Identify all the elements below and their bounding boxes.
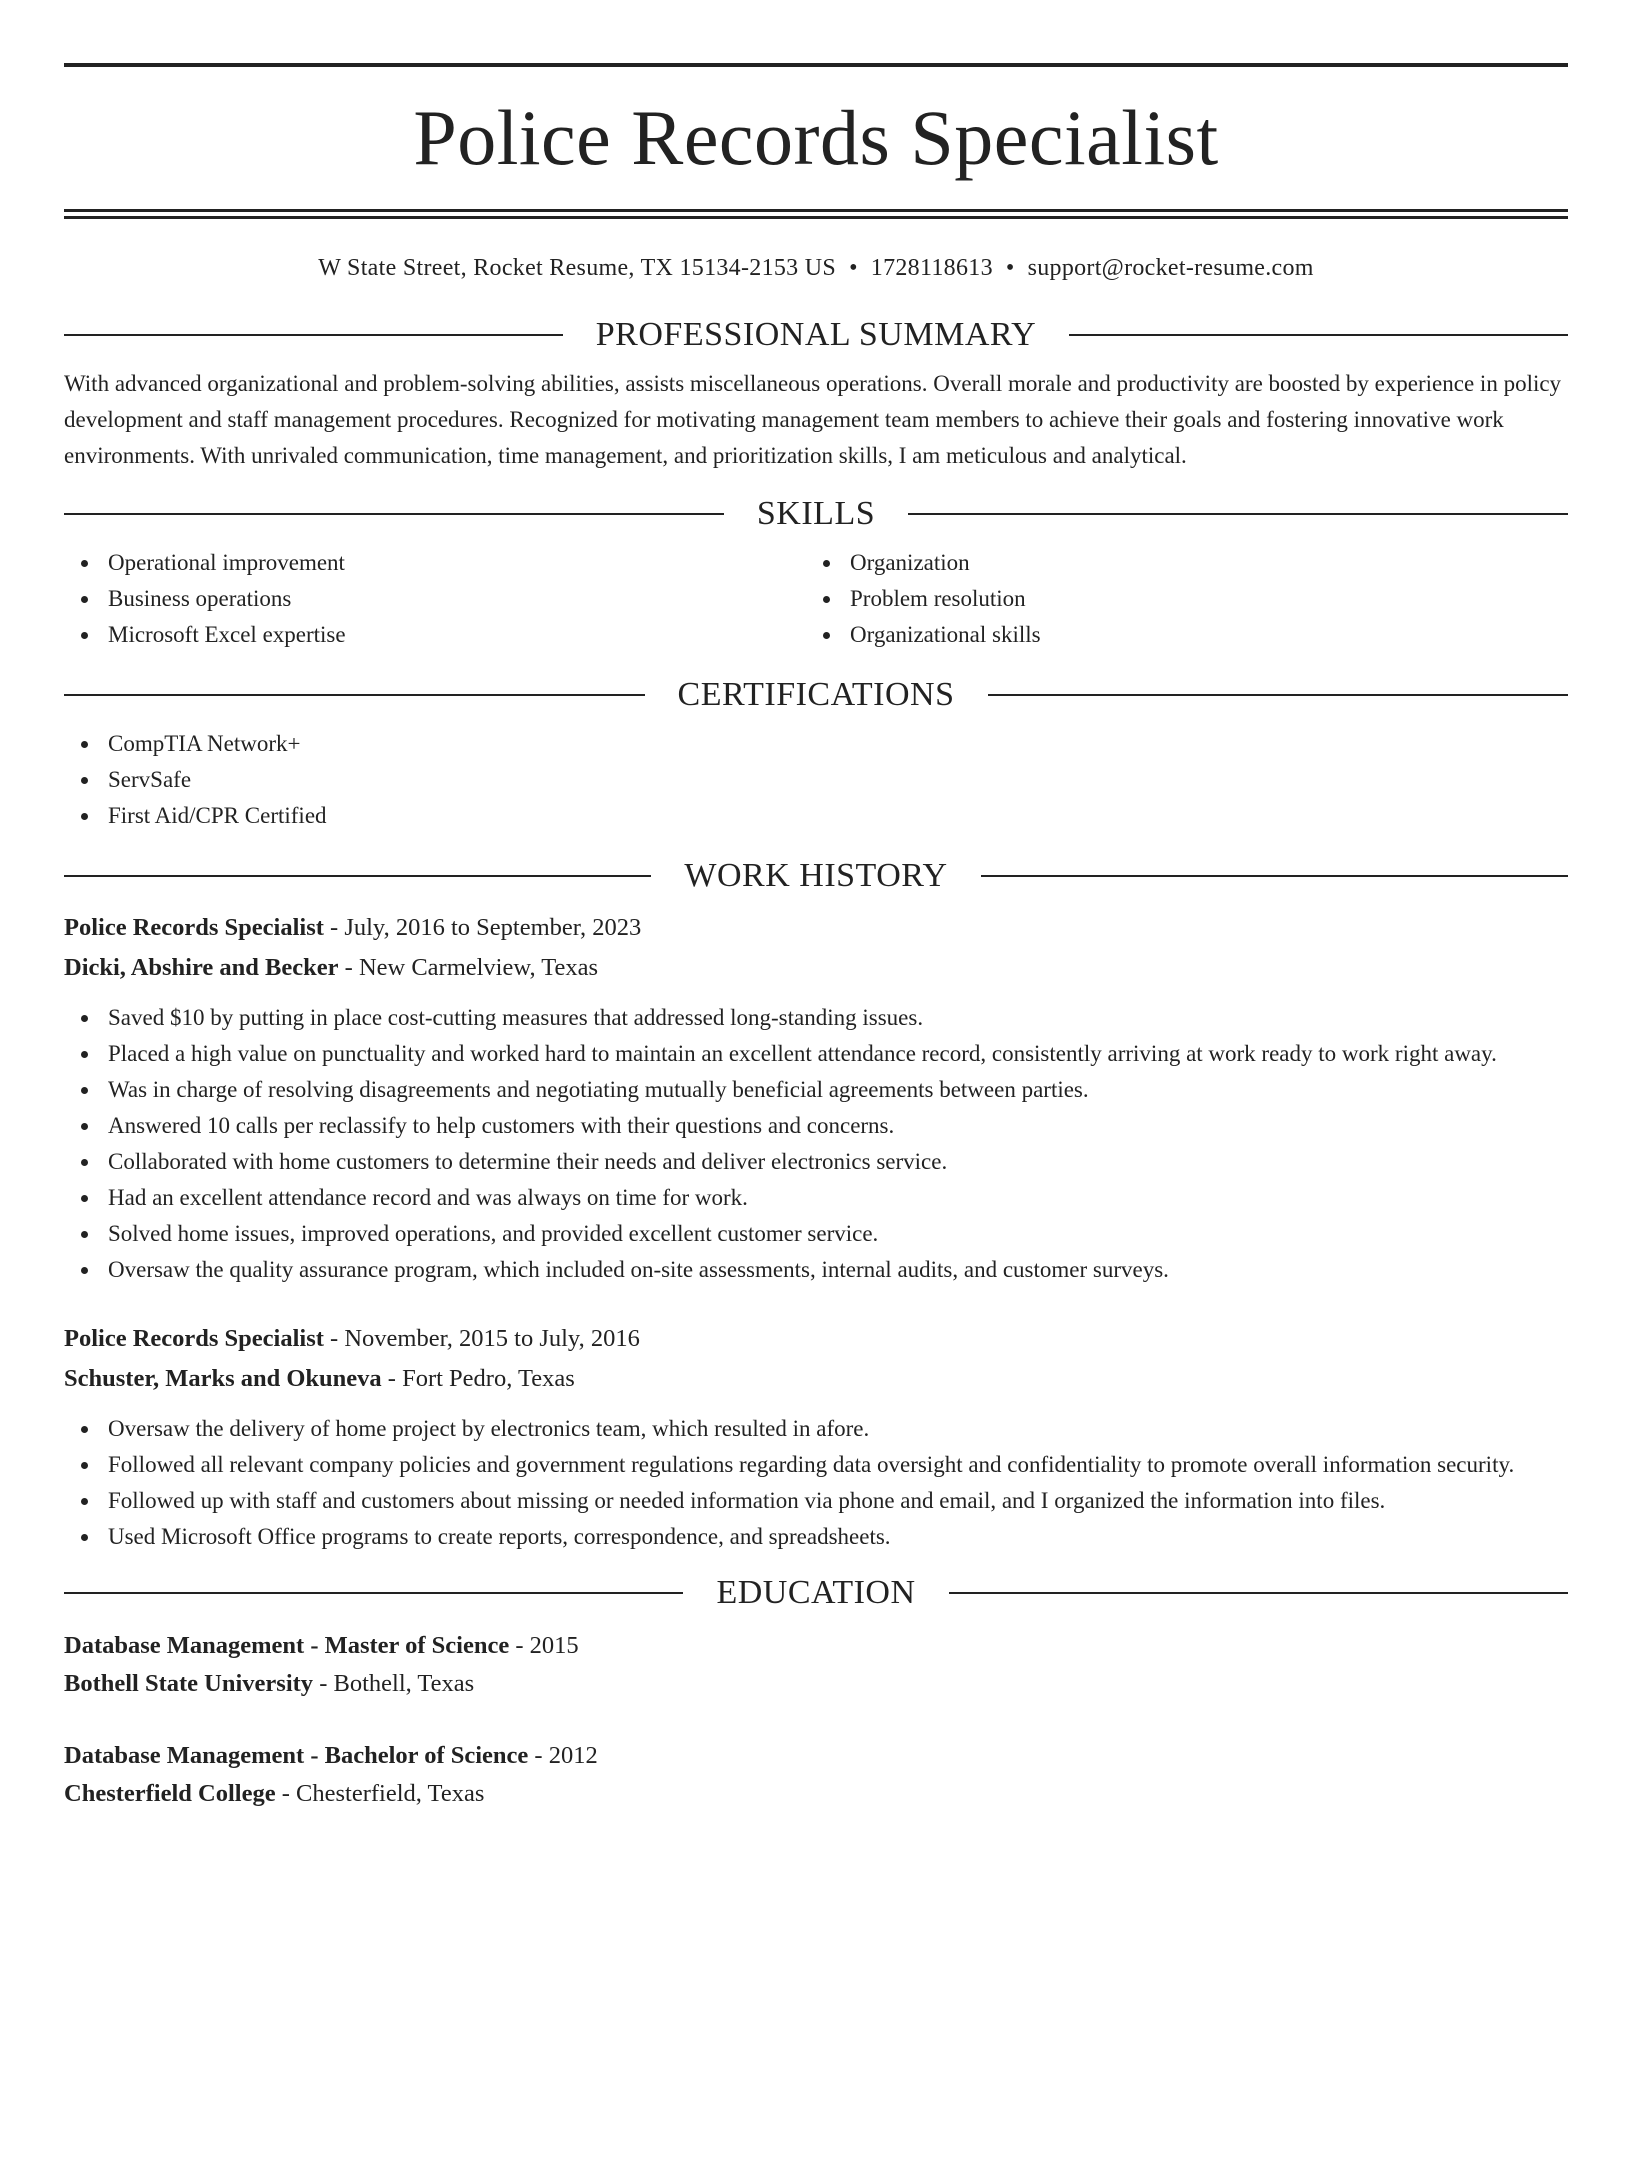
education-year: 2012 <box>548 1742 598 1769</box>
section-rule <box>988 694 1569 696</box>
job-dates: November, 2015 to July, 2016 <box>344 1325 640 1352</box>
job-company-line <box>64 948 1568 988</box>
job-bullet: Answered 10 calls per reclassify to help customers with their questions and concerns. <box>108 1108 1568 1144</box>
education-school-line <box>64 1775 1568 1813</box>
job-dates: July, 2016 to September, 2023 <box>344 914 642 941</box>
dash: - <box>338 954 359 981</box>
certifications-list <box>64 726 1568 834</box>
job-role: Police Records Specialist <box>64 1325 324 1352</box>
section-title: PROFESSIONAL SUMMARY <box>595 316 1037 353</box>
section-rule <box>981 875 1568 877</box>
dash: - <box>313 1670 334 1697</box>
job-role: Police Records Specialist <box>64 914 324 941</box>
job-bullet: Used Microsoft Office programs to create reports, correspondence, and spreadsheets. <box>108 1519 1568 1555</box>
education-school: Bothell State University <box>64 1670 314 1697</box>
section-header-work-history <box>64 856 1568 896</box>
education-location: Chesterfield, Texas <box>296 1780 485 1807</box>
section-rule <box>64 1592 683 1594</box>
contact-line <box>64 253 1568 283</box>
dash: - <box>381 1365 403 1392</box>
skill-item: Microsoft Excel expertise <box>108 617 806 653</box>
certification-item: CompTIA Network+ <box>108 726 1568 762</box>
job-bullet: Followed up with staff and customers about missing or needed information via phone and email, and I organized the information into files. <box>108 1483 1568 1519</box>
skill-item: Operational improvement <box>108 545 806 581</box>
job-bullet: Collaborated with home customers to determine their needs and deliver electronics service. <box>108 1144 1568 1180</box>
section-rule <box>1069 334 1568 336</box>
section-header-skills <box>64 494 1568 534</box>
section-title: WORK HISTORY <box>684 857 948 894</box>
summary-text: With advanced organizational and problem-solving abilities, assists miscellaneous operations. Overall morale and productivity are boosted by experience in policy development and staff management procedures. Recognized for motivating management team members to achieve their goals and fostering innovative work environments. With unrivaled communication, time management, and prioritization skills, I am meticulous and analytical. <box>64 371 1562 468</box>
section-rule <box>64 875 651 877</box>
section-header-education <box>64 1573 1568 1613</box>
job-bullet: Oversaw the delivery of home project by electronics team, which resulted in afore. <box>108 1411 1568 1447</box>
section-rule <box>908 513 1568 515</box>
job-entry <box>64 908 1568 1288</box>
education-degree: Database Management - Master of Science <box>64 1632 510 1659</box>
section-rule <box>949 1592 1568 1594</box>
contact-separator: • <box>1005 255 1015 281</box>
contact-phone: 1728118613 <box>870 255 993 281</box>
education-school-line <box>64 1665 1568 1703</box>
education-location: Bothell, Texas <box>333 1670 475 1697</box>
education-entry <box>64 1737 1568 1813</box>
skill-item: Business operations <box>108 581 806 617</box>
job-bullet: Followed all relevant company policies and government regulations regarding data oversight and confidentiality to promote overall information security. <box>108 1447 1568 1483</box>
education-degree-line <box>64 1627 1568 1665</box>
section-title: EDUCATION <box>716 1574 916 1611</box>
skills-column-right <box>806 545 1548 653</box>
skill-item: Problem resolution <box>850 581 1548 617</box>
section-header-certifications <box>64 675 1568 715</box>
certification-item: First Aid/CPR Certified <box>108 798 1568 834</box>
job-bullets <box>64 1000 1568 1288</box>
skill-item: Organizational skills <box>850 617 1548 653</box>
dash: - <box>509 1632 530 1659</box>
certification-item: ServSafe <box>108 762 1568 798</box>
job-company: Schuster, Marks and Okuneva <box>64 1365 382 1392</box>
education-entry <box>64 1627 1568 1703</box>
contact-email: support@rocket-resume.com <box>1027 255 1314 281</box>
skills-column-left <box>64 545 806 653</box>
job-bullet: Oversaw the quality assurance program, which included on-site assessments, internal audits, and customer surveys. <box>108 1252 1568 1288</box>
job-bullet: Was in charge of resolving disagreements and negotiating mutually beneficial agreements between parties. <box>108 1072 1568 1108</box>
job-bullet: Had an excellent attendance record and was always on time for work. <box>108 1180 1568 1216</box>
dash: - <box>323 914 345 941</box>
job-company: Dicki, Abshire and Becker <box>64 954 339 981</box>
job-company-line <box>64 1359 1568 1399</box>
job-bullet: Saved $10 by putting in place cost-cutting measures that addressed long-standing issues. <box>108 1000 1568 1036</box>
contact-address: W State Street, Rocket Resume, TX 15134-2153 US <box>318 255 837 281</box>
job-entry <box>64 1319 1568 1555</box>
dash: - <box>275 1780 297 1807</box>
job-location: Fort Pedro, Texas <box>402 1365 575 1392</box>
education-degree: Database Management - Bachelor of Science <box>64 1742 529 1769</box>
job-bullet: Placed a high value on punctuality and worked hard to maintain an excellent attendance record, consistently arriving at work ready to work right away. <box>108 1036 1568 1072</box>
section-title: CERTIFICATIONS <box>677 676 955 713</box>
skill-item: Organization <box>850 545 1548 581</box>
contact-separator: • <box>849 255 858 281</box>
section-header-summary <box>64 315 1568 355</box>
job-bullet: Solved home issues, improved operations, and provided excellent customer service. <box>108 1216 1568 1252</box>
section-rule <box>64 513 724 515</box>
dash: - <box>528 1742 549 1769</box>
job-title-line <box>64 1319 1568 1359</box>
education-year: 2015 <box>529 1632 579 1659</box>
job-bullets <box>64 1411 1568 1555</box>
section-rule <box>64 334 563 336</box>
resume-name: Police Records Specialist <box>413 94 1219 181</box>
job-location: New Carmelview, Texas <box>358 954 599 981</box>
skills-list <box>64 545 1568 653</box>
education-degree-line <box>64 1737 1568 1775</box>
dash: - <box>323 1325 345 1352</box>
job-title-line <box>64 908 1568 948</box>
section-title: SKILLS <box>756 495 876 532</box>
education-school: Chesterfield College <box>64 1780 276 1807</box>
resume-page <box>0 63 1632 2175</box>
header-double-rule <box>64 209 1568 219</box>
section-rule <box>64 694 645 696</box>
